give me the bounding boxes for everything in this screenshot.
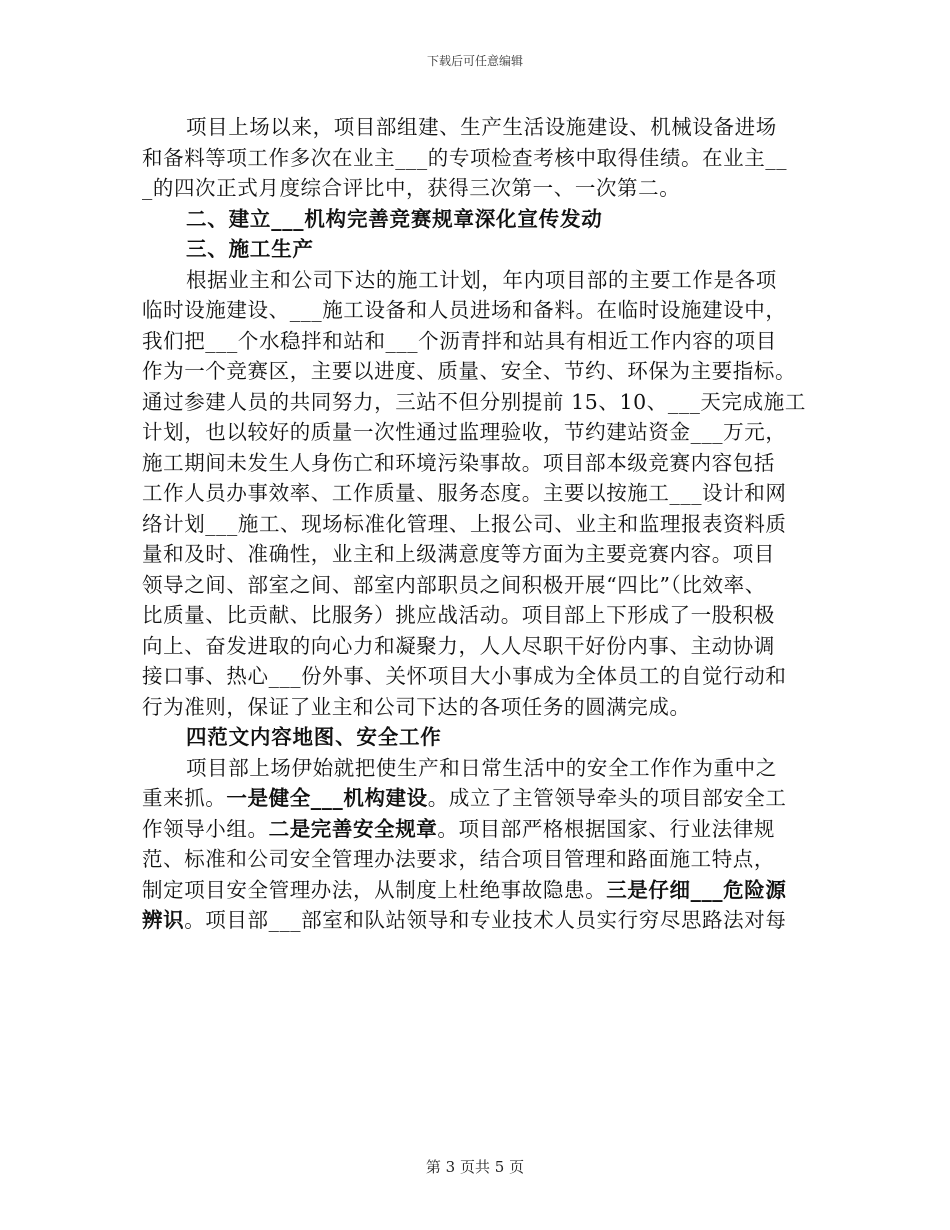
- paragraph-line: 作为一个竞赛区，主要以进度、质量、安全、节约、环保为主要指标。: [142, 359, 797, 383]
- paragraph-line: [142, 783, 810, 814]
- page-footer: 第 3 页共 5 页: [425, 1158, 525, 1176]
- paragraph-line: 我们把___个水稳拌和站和___个沥青拌和站具有相近工作内容的项目: [142, 328, 777, 353]
- paragraph-line: [142, 875, 810, 906]
- paragraph-line: 范、标准和公司安全管理办法要求，结合项目管理和路面施工特点，: [142, 847, 775, 871]
- paragraph-line: 工作人员办事效率、工作质量、服务态度。主要以按施工___设计和网: [142, 481, 787, 505]
- paragraph-line: 计划，也以较好的质量一次性通过监理验收，节约建站资金___万元，: [142, 420, 787, 444]
- paragraph-line: 施工期间未发生人身伤亡和环境污染事故。项目部本级竞赛内容包括: [142, 450, 775, 475]
- paragraph-line: 项目上场以来，项目部组建、生产生活设施建设、机械设备进场: [186, 115, 777, 139]
- line-text: 作领导小组。: [142, 816, 269, 841]
- bold-phrase: 二是完善安全规章: [268, 816, 438, 841]
- paragraph-line: 通过参建人员的共同努力，三站不但分别提前 15、10、___天完成施工: [142, 389, 806, 414]
- line-text: 重来抓。: [142, 786, 227, 810]
- line-text: 。项目部___部室和队站领导和专业技术人员实行穷尽思路法对每: [184, 908, 787, 932]
- paragraph-line: 根据业主和公司下达的施工计划，年内项目部的主要工作是各项: [186, 267, 777, 292]
- section-heading: 四范文内容地图、安全工作: [186, 725, 442, 749]
- paragraph-line: 向上、奋发进取的向心力和凝聚力，人人尽职干好份内事、主动协调: [142, 633, 775, 658]
- line-text: 制定项目安全管理办法，从制度上杜绝事故隐患。: [142, 877, 607, 902]
- paragraph-line: 接口事、热心___份外事、关怀项目大小事成为全体员工的自觉行动和: [142, 664, 787, 688]
- bold-phrase: 一是健全___机构建设: [226, 786, 428, 810]
- paragraph-line: 临时设施建设、___施工设备和人员进场和备料。在临时设施建设中，: [142, 298, 787, 322]
- document-body: [142, 112, 810, 936]
- line-text: 。成立了主管领导牵头的项目部安全工: [427, 786, 787, 810]
- bold-phrase: 辨识: [142, 908, 185, 932]
- paragraph-line: [142, 905, 810, 936]
- paragraph-line: 行为准则，保证了业主和公司下达的各项任务的圆满完成。: [142, 694, 691, 719]
- paragraph-line: 项目部上场伊始就把使生产和日常生活中的安全工作作为重中之: [186, 755, 777, 780]
- section-heading: 二、建立___机构完善竞赛规章深化宣传发动: [186, 206, 603, 231]
- paragraph-line: 和备料等项工作多次在业主___的专项检查考核中取得佳绩。在业主__: [142, 145, 788, 170]
- line-text: 。项目部严格根据国家、行业法律规: [437, 816, 776, 841]
- bold-phrase: 三是仔细___危险源: [606, 877, 787, 902]
- paragraph-line: _的四次正式月度综合评比中，获得三次第一、一次第二。: [142, 176, 681, 200]
- paragraph-line: 量和及时、准确性，业主和上级满意度等方面为主要竞赛内容。项目: [142, 542, 775, 566]
- paragraph-line: 络计划___施工、现场标准化管理、上报公司、业主和监理报表资料质: [142, 511, 787, 536]
- paragraph-line: 领导之间、部室之间、部室内部职员之间积极开展“四比”（比效率、: [142, 572, 766, 597]
- paragraph-line: 比质量、比贡献、比服务）挑应战活动。项目部上下形成了一股积极: [142, 603, 775, 627]
- section-heading: 三、施工生产: [186, 237, 314, 261]
- page-header: 下载后可任意编辑: [426, 54, 523, 68]
- paragraph-line: [142, 814, 810, 845]
